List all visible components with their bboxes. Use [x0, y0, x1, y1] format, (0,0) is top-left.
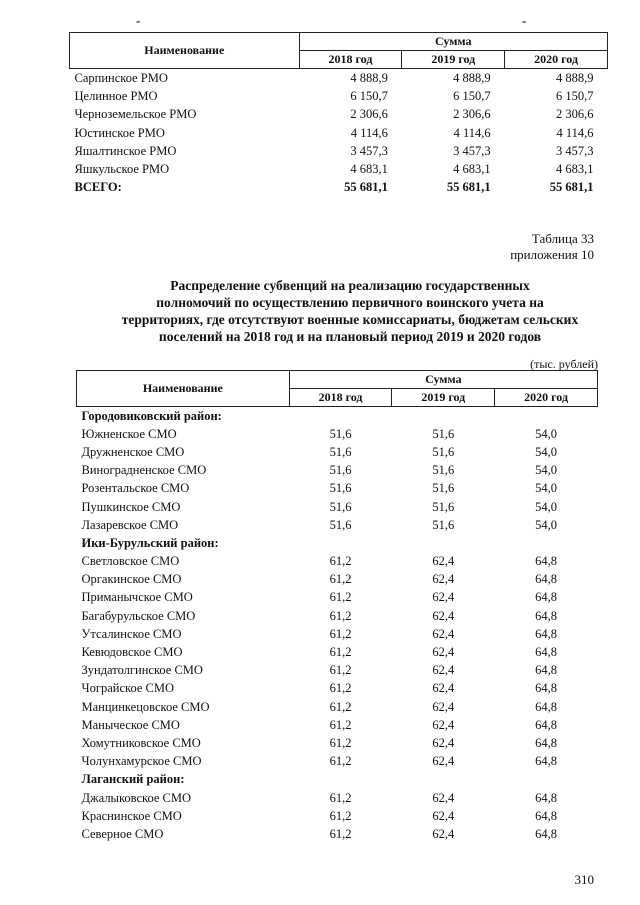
header-year: 2020 год: [495, 389, 598, 407]
caption-appendix: приложения 10: [510, 247, 594, 262]
row-value: 61,2: [329, 754, 352, 769]
row-value: 4 888,9: [453, 70, 491, 85]
row-name: Яшалтинское РМО: [74, 143, 177, 158]
row-value: 64,8: [535, 608, 558, 623]
row-name: Утсалинское СМО: [81, 626, 182, 641]
row-name: Зундатолгинское СМО: [81, 663, 203, 678]
row-value: 62,4: [432, 554, 455, 569]
row-name: Розентальское СМО: [81, 481, 190, 496]
row-value: 51,6: [329, 444, 352, 459]
row-name: Приманычское СМО: [81, 590, 193, 605]
row-value: 64,8: [535, 645, 558, 660]
row-value: 61,2: [329, 699, 352, 714]
row-value: 4 888,9: [350, 70, 388, 85]
table-row: [77, 553, 598, 571]
table-smo: [76, 370, 598, 844]
table-rmo: [69, 32, 608, 197]
row-value: 62,4: [432, 808, 455, 823]
table-row: [77, 625, 598, 643]
row-value: 64,8: [535, 717, 558, 732]
row-value: 6 150,7: [350, 88, 388, 103]
table-row: [77, 498, 598, 516]
row-value: 4 114,6: [453, 125, 491, 140]
table-row: [77, 480, 598, 498]
row-value: 51,6: [329, 426, 352, 441]
row-value: 61,2: [329, 608, 352, 623]
table-row: [77, 698, 598, 716]
row-value: 64,8: [535, 790, 558, 805]
row-value: 61,2: [329, 735, 352, 750]
group-label: Ики-Бурульский район:: [81, 535, 219, 550]
group-row: [77, 407, 598, 426]
row-value: 64,8: [535, 735, 558, 750]
top-dash-right: -: [522, 13, 527, 28]
row-value: 61,2: [329, 826, 352, 841]
row-name: Кевюдовское СМО: [81, 645, 183, 660]
table-row: [77, 807, 598, 825]
row-name: Светловское СМО: [81, 554, 180, 569]
total-value: 55 681,1: [344, 180, 388, 195]
row-value: 4 114,6: [556, 125, 594, 140]
row-value: 51,6: [329, 463, 352, 478]
row-value: 54,0: [535, 517, 558, 532]
row-value: 51,6: [432, 499, 455, 514]
row-name: Южненское СМО: [81, 426, 177, 441]
row-name: Маныческое СМО: [81, 717, 180, 732]
table-row: [77, 789, 598, 807]
row-name: Чограйское СМО: [81, 681, 175, 696]
table-row: [77, 734, 598, 752]
row-name: Юстинское РМО: [74, 125, 165, 140]
header-sum: Сумма: [289, 371, 597, 389]
row-value: 64,8: [535, 699, 558, 714]
row-value: 54,0: [535, 499, 558, 514]
row-value: 64,8: [535, 663, 558, 678]
row-value: 62,4: [432, 826, 455, 841]
table-row: [70, 124, 608, 142]
row-value: 51,6: [329, 481, 352, 496]
table-row: [77, 462, 598, 480]
row-value: 4 683,1: [556, 162, 594, 177]
row-value: 2 306,6: [453, 107, 491, 122]
table-row: [70, 160, 608, 178]
row-value: 64,8: [535, 590, 558, 605]
row-value: 61,2: [329, 790, 352, 805]
header-name: Наименование: [70, 33, 300, 69]
group-label: Лаганский район:: [81, 772, 185, 787]
row-value: 51,6: [329, 517, 352, 532]
page-number: 310: [574, 872, 594, 887]
row-name: Краснинское СМО: [81, 808, 182, 823]
header-year: 2020 год: [505, 51, 608, 69]
table-row: [77, 607, 598, 625]
row-value: 2 306,6: [350, 107, 388, 122]
table-row: [77, 662, 598, 680]
header-year: 2019 год: [402, 51, 505, 69]
row-name: Дружненское СМО: [81, 444, 185, 459]
row-value: 62,4: [432, 699, 455, 714]
row-name: Манцинкецовское СМО: [81, 699, 210, 714]
row-value: 61,2: [329, 590, 352, 605]
row-value: 4 888,9: [556, 70, 594, 85]
row-value: 62,4: [432, 590, 455, 605]
title-line: полномочий по осуществлению первичного воинского учета на: [156, 295, 544, 310]
row-value: 62,4: [432, 663, 455, 678]
table-row: [77, 825, 598, 843]
table-row: [77, 571, 598, 589]
row-value: 54,0: [535, 426, 558, 441]
table-row: [77, 643, 598, 661]
row-value: 61,2: [329, 681, 352, 696]
row-name: Северное СМО: [81, 826, 164, 841]
row-value: 3 457,3: [556, 143, 594, 158]
row-value: 62,4: [432, 717, 455, 732]
row-value: 62,4: [432, 572, 455, 587]
row-value: 4 683,1: [453, 162, 491, 177]
row-value: 54,0: [535, 444, 558, 459]
title-line: поселений на 2018 год и на плановый период 2019 и 2020 годов: [158, 329, 542, 344]
row-value: 64,8: [535, 808, 558, 823]
row-value: 64,8: [535, 554, 558, 569]
row-value: 6 150,7: [453, 88, 491, 103]
table-row: [77, 443, 598, 461]
row-value: 54,0: [535, 463, 558, 478]
group-row: [77, 534, 598, 552]
table-row: [70, 69, 608, 88]
row-value: 61,2: [329, 645, 352, 660]
total-row: [70, 179, 608, 197]
row-name: Сарпинское РМО: [74, 70, 168, 85]
row-value: 64,8: [535, 681, 558, 696]
header-year: 2019 год: [392, 389, 495, 407]
table-row: [77, 516, 598, 534]
table-row: [77, 425, 598, 443]
title-line: территориях, где отсутствуют военные комиссариаты, бюджетам сельских: [121, 312, 579, 327]
table-row: [70, 87, 608, 105]
row-value: 51,6: [432, 463, 455, 478]
table-row: [70, 106, 608, 124]
table-row: [77, 753, 598, 771]
table-row: [70, 142, 608, 160]
row-value: 3 457,3: [350, 143, 388, 158]
row-value: 64,8: [535, 826, 558, 841]
row-value: 4 114,6: [350, 125, 388, 140]
total-label: ВСЕГО:: [74, 180, 122, 195]
row-value: 51,6: [432, 481, 455, 496]
row-value: 2 306,6: [556, 107, 594, 122]
total-value: 55 681,1: [446, 180, 491, 195]
row-value: 54,0: [535, 481, 558, 496]
row-value: 64,8: [535, 572, 558, 587]
table-row: [77, 589, 598, 607]
row-name: Джалыковское СМО: [81, 790, 192, 805]
row-value: 62,4: [432, 681, 455, 696]
row-name: Чолунхамурское СМО: [81, 754, 202, 769]
group-label: Городовиковский район:: [81, 408, 222, 423]
header-name: Наименование: [77, 371, 290, 407]
table-row: [77, 680, 598, 698]
row-value: 61,2: [329, 717, 352, 732]
table-row: [77, 716, 598, 734]
row-name: Виноградненское СМО: [81, 463, 207, 478]
caption-table-number: Таблица 33: [531, 231, 594, 246]
row-value: 61,2: [329, 572, 352, 587]
table-smo-body: [77, 407, 598, 844]
row-value: 64,8: [535, 754, 558, 769]
row-value: 64,8: [535, 626, 558, 641]
row-value: 51,6: [432, 426, 455, 441]
row-name: Яшкульское РМО: [74, 162, 170, 177]
title-line: Распределение субвенций на реализацию государственных: [170, 278, 530, 293]
row-value: 61,2: [329, 663, 352, 678]
row-name: Лазаревское СМО: [81, 517, 179, 532]
row-value: 3 457,3: [453, 143, 491, 158]
units-label: (тыс. рублей): [530, 357, 598, 371]
row-value: 62,4: [432, 754, 455, 769]
row-value: 62,4: [432, 608, 455, 623]
row-value: 62,4: [432, 626, 455, 641]
row-value: 51,6: [432, 517, 455, 532]
top-dash-left: -: [136, 13, 141, 28]
row-name: Багабурульское СМО: [81, 608, 196, 623]
table-caption: [510, 231, 594, 263]
total-value: 55 681,1: [549, 180, 594, 195]
row-value: 51,6: [432, 444, 455, 459]
row-name: Оргакинское СМО: [81, 572, 182, 587]
row-name: Пушкинское СМО: [81, 499, 181, 514]
row-value: 51,6: [329, 499, 352, 514]
document-title: [70, 277, 630, 345]
row-name: Хомутниковское СМО: [81, 735, 201, 750]
row-value: 61,2: [329, 554, 352, 569]
row-value: 4 683,1: [350, 162, 388, 177]
row-value: 62,4: [432, 735, 455, 750]
row-value: 61,2: [329, 808, 352, 823]
row-value: 62,4: [432, 645, 455, 660]
row-value: 62,4: [432, 790, 455, 805]
row-value: 61,2: [329, 626, 352, 641]
header-year: 2018 год: [289, 389, 392, 407]
group-row: [77, 771, 598, 789]
row-value: 6 150,7: [556, 88, 594, 103]
header-year: 2018 год: [299, 51, 402, 69]
row-name: Черноземельское РМО: [74, 107, 197, 122]
header-sum: Сумма: [299, 33, 607, 51]
row-name: Целинное РМО: [74, 88, 158, 103]
table-rmo-body: [70, 69, 608, 198]
